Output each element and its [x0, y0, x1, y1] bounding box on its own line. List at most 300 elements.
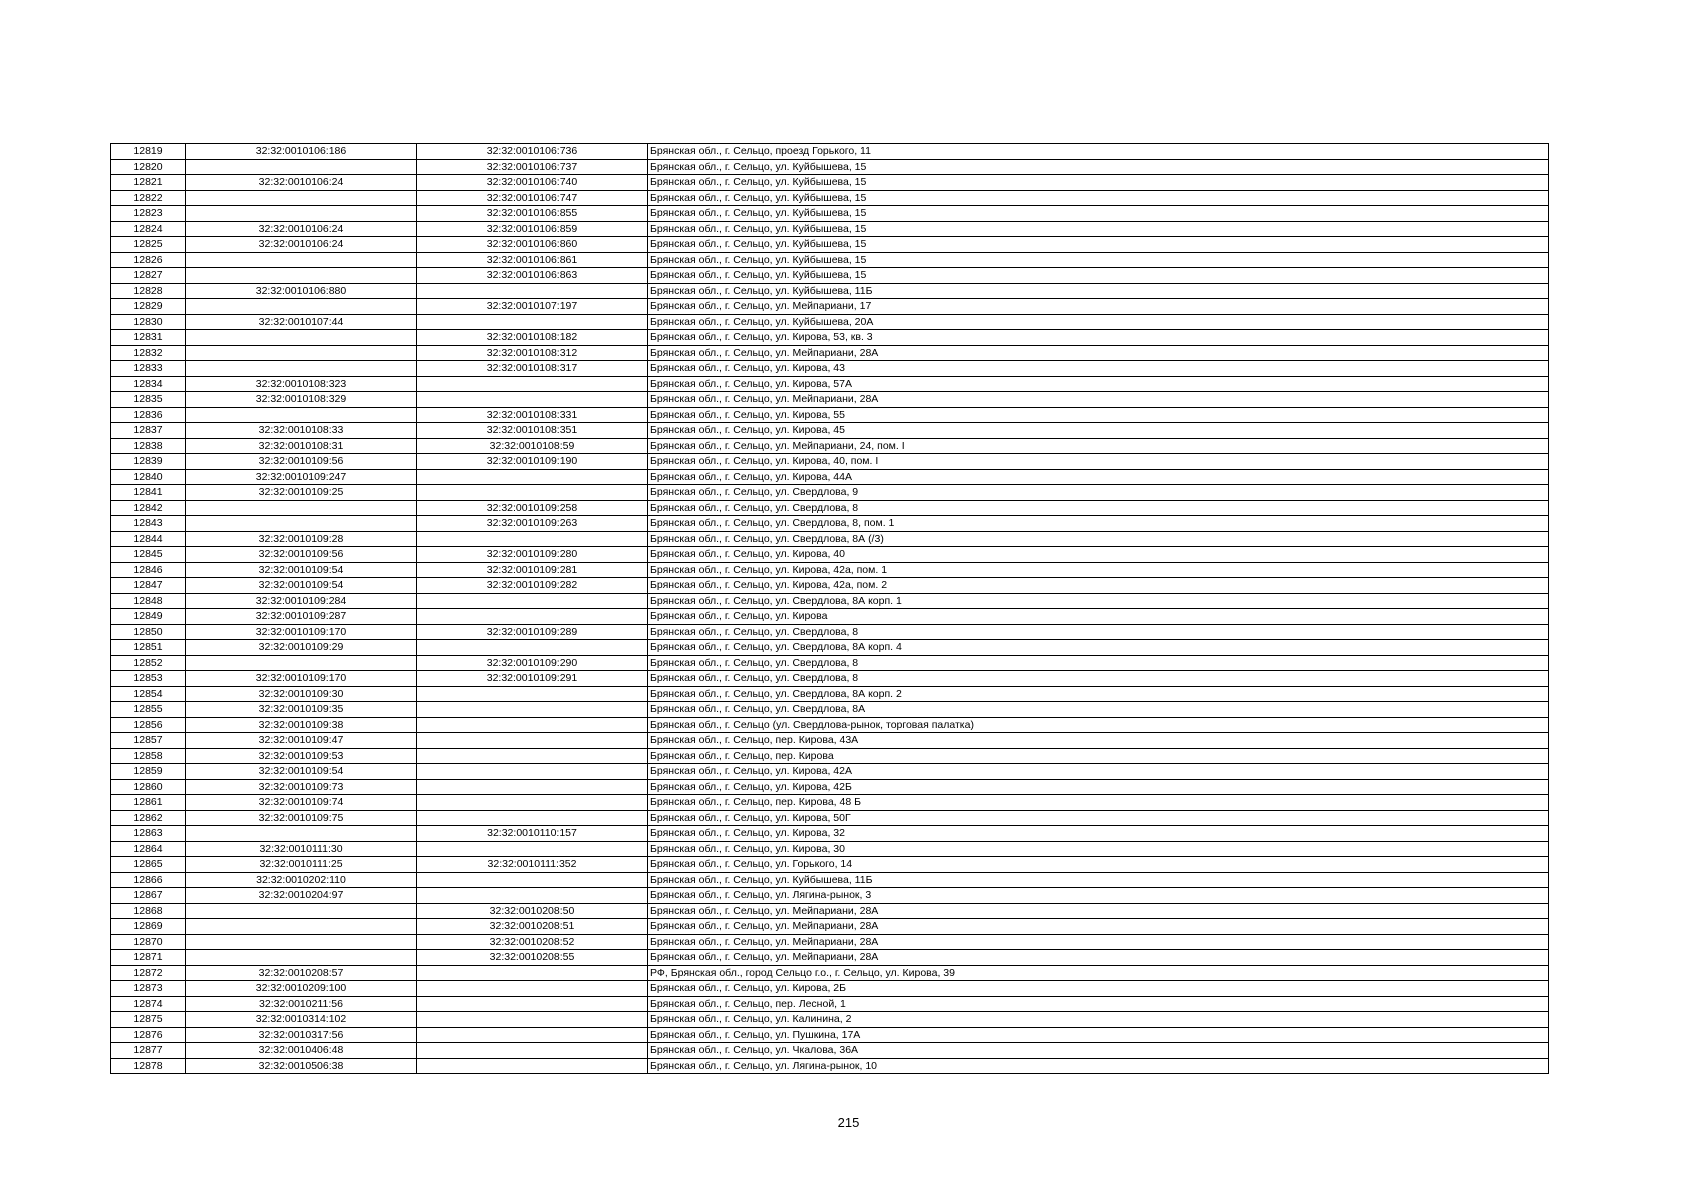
- row-number-cell: 12849: [111, 609, 186, 625]
- table-row: [111, 221, 1549, 237]
- cadastral-number-a-cell: 32:32:0010109:170: [186, 671, 417, 687]
- row-number-cell: 12870: [111, 934, 186, 950]
- table-row: [111, 330, 1549, 346]
- address-cell: Брянская обл., г. Сельцо, ул. Куйбышева, 20А: [648, 314, 1549, 330]
- table-row: [111, 1043, 1549, 1059]
- row-number-cell: 12857: [111, 733, 186, 749]
- cadastral-number-a-cell: [186, 516, 417, 532]
- cadastral-number-b-cell: [417, 841, 648, 857]
- table-row: [111, 438, 1549, 454]
- cadastral-number-a-cell: 32:32:0010109:47: [186, 733, 417, 749]
- row-number-cell: 12865: [111, 857, 186, 873]
- cadastral-number-a-cell: 32:32:0010109:54: [186, 764, 417, 780]
- cadastral-number-b-cell: 32:32:0010108:59: [417, 438, 648, 454]
- cadastral-number-a-cell: [186, 934, 417, 950]
- cadastral-number-b-cell: [417, 996, 648, 1012]
- cadastral-number-b-cell: 32:32:0010208:52: [417, 934, 648, 950]
- row-number-cell: 12832: [111, 345, 186, 361]
- cadastral-number-b-cell: [417, 810, 648, 826]
- cadastral-number-b-cell: [417, 469, 648, 485]
- table-row: [111, 810, 1549, 826]
- row-number-cell: 12874: [111, 996, 186, 1012]
- address-cell: Брянская обл., г. Сельцо, ул. Мейпариани, 17: [648, 299, 1549, 315]
- cadastral-number-b-cell: [417, 733, 648, 749]
- table-row: [111, 764, 1549, 780]
- table-row: [111, 190, 1549, 206]
- cadastral-number-b-cell: 32:32:0010208:50: [417, 903, 648, 919]
- table-row: [111, 640, 1549, 656]
- table-row: [111, 283, 1549, 299]
- address-cell: Брянская обл., г. Сельцо, ул. Куйбышева, 15: [648, 252, 1549, 268]
- cadastral-number-a-cell: 32:32:0010506:38: [186, 1058, 417, 1074]
- row-number-cell: 12835: [111, 392, 186, 408]
- table-row: [111, 857, 1549, 873]
- table-row: [111, 934, 1549, 950]
- row-number-cell: 12825: [111, 237, 186, 253]
- address-cell: Брянская обл., г. Сельцо, ул. Кирова: [648, 609, 1549, 625]
- cadastral-number-a-cell: 32:32:0010108:329: [186, 392, 417, 408]
- table-row: [111, 423, 1549, 439]
- cadastral-number-a-cell: 32:32:0010208:57: [186, 965, 417, 981]
- cadastral-number-b-cell: 32:32:0010108:317: [417, 361, 648, 377]
- row-number-cell: 12868: [111, 903, 186, 919]
- cadastral-number-a-cell: 32:32:0010109:56: [186, 547, 417, 563]
- address-cell: Брянская обл., г. Сельцо, ул. Мейпариани, 28А: [648, 345, 1549, 361]
- cadastral-number-a-cell: [186, 268, 417, 284]
- cadastral-number-b-cell: 32:32:0010208:51: [417, 919, 648, 935]
- address-cell: Брянская обл., г. Сельцо, ул. Калинина, 2: [648, 1012, 1549, 1028]
- row-number-cell: 12824: [111, 221, 186, 237]
- table-row: [111, 206, 1549, 222]
- cadastral-number-b-cell: 32:32:0010106:860: [417, 237, 648, 253]
- address-cell: Брянская обл., г. Сельцо, ул. Свердлова, 8А корп. 4: [648, 640, 1549, 656]
- cadastral-number-b-cell: 32:32:0010108:331: [417, 407, 648, 423]
- cadastral-number-a-cell: 32:32:0010202:110: [186, 872, 417, 888]
- cadastral-number-b-cell: 32:32:0010108:351: [417, 423, 648, 439]
- cadastral-number-a-cell: 32:32:0010209:100: [186, 981, 417, 997]
- cadastral-number-b-cell: 32:32:0010106:747: [417, 190, 648, 206]
- address-cell: Брянская обл., г. Сельцо, ул. Кирова, 57А: [648, 376, 1549, 392]
- cadastral-number-b-cell: [417, 965, 648, 981]
- row-number-cell: 12869: [111, 919, 186, 935]
- table-row: [111, 888, 1549, 904]
- cadastral-number-a-cell: 32:32:0010109:53: [186, 748, 417, 764]
- cadastral-number-a-cell: 32:32:0010107:44: [186, 314, 417, 330]
- row-number-cell: 12858: [111, 748, 186, 764]
- address-cell: Брянская обл., г. Сельцо, ул. Кирова, 45: [648, 423, 1549, 439]
- row-number-cell: 12834: [111, 376, 186, 392]
- cadastral-number-a-cell: 32:32:0010109:74: [186, 795, 417, 811]
- row-number-cell: 12861: [111, 795, 186, 811]
- address-cell: Брянская обл., г. Сельцо, ул. Кирова, 2Б: [648, 981, 1549, 997]
- table-row: [111, 795, 1549, 811]
- table-row: [111, 950, 1549, 966]
- row-number-cell: 12836: [111, 407, 186, 423]
- row-number-cell: 12819: [111, 144, 186, 160]
- cadastral-number-a-cell: 32:32:0010106:24: [186, 175, 417, 191]
- cadastral-number-b-cell: [417, 392, 648, 408]
- row-number-cell: 12866: [111, 872, 186, 888]
- table-row: [111, 547, 1549, 563]
- cadastral-number-b-cell: 32:32:0010109:289: [417, 624, 648, 640]
- page-number: 215: [837, 1115, 860, 1130]
- table-row: [111, 872, 1549, 888]
- row-number-cell: 12867: [111, 888, 186, 904]
- address-cell: РФ, Брянская обл., город Сельцо г.о., г. Сельцо, ул. Кирова, 39: [648, 965, 1549, 981]
- row-number-cell: 12822: [111, 190, 186, 206]
- address-cell: Брянская обл., г. Сельцо, ул. Свердлова, 8А (/3): [648, 531, 1549, 547]
- cadastral-number-b-cell: 32:32:0010109:258: [417, 500, 648, 516]
- cadastral-number-a-cell: 32:32:0010106:24: [186, 237, 417, 253]
- address-cell: Брянская обл., г. Сельцо, ул. Кирова, 42А: [648, 764, 1549, 780]
- table-row: [111, 779, 1549, 795]
- address-cell: Брянская обл., г. Сельцо, ул. Свердлова, 9: [648, 485, 1549, 501]
- address-cell: Брянская обл., г. Сельцо, пер. Кирова, 48 Б: [648, 795, 1549, 811]
- address-cell: Брянская обл., г. Сельцо, ул. Куйбышева, 11Б: [648, 283, 1549, 299]
- table-row: [111, 748, 1549, 764]
- row-number-cell: 12840: [111, 469, 186, 485]
- address-cell: Брянская обл., г. Сельцо, ул. Свердлова, 8: [648, 655, 1549, 671]
- row-number-cell: 12862: [111, 810, 186, 826]
- address-cell: Брянская обл., г. Сельцо, ул. Мейпариани, 28А: [648, 903, 1549, 919]
- cadastral-number-a-cell: 32:32:0010109:287: [186, 609, 417, 625]
- table-row: [111, 965, 1549, 981]
- table-row: [111, 469, 1549, 485]
- cadastral-number-b-cell: [417, 888, 648, 904]
- cadastral-number-a-cell: 32:32:0010106:186: [186, 144, 417, 160]
- row-number-cell: 12843: [111, 516, 186, 532]
- cadastral-number-a-cell: [186, 361, 417, 377]
- cadastral-number-b-cell: 32:32:0010109:263: [417, 516, 648, 532]
- address-cell: Брянская обл., г. Сельцо, ул. Лягина-рынок, 10: [648, 1058, 1549, 1074]
- row-number-cell: 12841: [111, 485, 186, 501]
- table-row: [111, 1012, 1549, 1028]
- table-row: [111, 609, 1549, 625]
- row-number-cell: 12844: [111, 531, 186, 547]
- cadastral-number-a-cell: [186, 919, 417, 935]
- cadastral-number-b-cell: [417, 717, 648, 733]
- table-row: [111, 919, 1549, 935]
- row-number-cell: 12863: [111, 826, 186, 842]
- cadastral-number-a-cell: 32:32:0010317:56: [186, 1027, 417, 1043]
- cadastral-number-a-cell: 32:32:0010109:284: [186, 593, 417, 609]
- cadastral-number-a-cell: 32:32:0010211:56: [186, 996, 417, 1012]
- cadastral-number-b-cell: 32:32:0010106:740: [417, 175, 648, 191]
- cadastral-number-a-cell: [186, 206, 417, 222]
- address-cell: Брянская обл., г. Сельцо, пер. Лесной, 1: [648, 996, 1549, 1012]
- address-cell: Брянская обл., г. Сельцо, проезд Горького, 11: [648, 144, 1549, 160]
- address-cell: Брянская обл., г. Сельцо, ул. Кирова, 40: [648, 547, 1549, 563]
- registry-table-body: [111, 144, 1549, 1074]
- table-row: [111, 252, 1549, 268]
- row-number-cell: 12831: [111, 330, 186, 346]
- row-number-cell: 12839: [111, 454, 186, 470]
- table-row: [111, 516, 1549, 532]
- address-cell: Брянская обл., г. Сельцо, ул. Куйбышева, 15: [648, 221, 1549, 237]
- cadastral-number-b-cell: [417, 609, 648, 625]
- address-cell: Брянская обл., г. Сельцо, ул. Куйбышева, 15: [648, 237, 1549, 253]
- table-row: [111, 500, 1549, 516]
- cadastral-number-b-cell: [417, 872, 648, 888]
- table-row: [111, 671, 1549, 687]
- table-row: [111, 175, 1549, 191]
- cadastral-number-a-cell: 32:32:0010109:73: [186, 779, 417, 795]
- address-cell: Брянская обл., г. Сельцо, ул. Мейпариани, 24, пом. I: [648, 438, 1549, 454]
- table-row: [111, 454, 1549, 470]
- cadastral-number-a-cell: 32:32:0010108:323: [186, 376, 417, 392]
- cadastral-number-a-cell: 32:32:0010314:102: [186, 1012, 417, 1028]
- cadastral-number-a-cell: [186, 190, 417, 206]
- table-row: [111, 903, 1549, 919]
- cadastral-number-b-cell: 32:32:0010107:197: [417, 299, 648, 315]
- cadastral-number-b-cell: [417, 1012, 648, 1028]
- cadastral-number-a-cell: [186, 407, 417, 423]
- address-cell: Брянская обл., г. Сельцо, ул. Куйбышева, 15: [648, 268, 1549, 284]
- address-cell: Брянская обл., г. Сельцо, ул. Мейпариани, 28А: [648, 392, 1549, 408]
- address-cell: Брянская обл., г. Сельцо, пер. Кирова: [648, 748, 1549, 764]
- cadastral-number-a-cell: 32:32:0010111:30: [186, 841, 417, 857]
- table-row: [111, 733, 1549, 749]
- cadastral-number-b-cell: [417, 981, 648, 997]
- address-cell: Брянская обл., г. Сельцо, ул. Лягина-рынок, 3: [648, 888, 1549, 904]
- cadastral-number-a-cell: 32:32:0010406:48: [186, 1043, 417, 1059]
- row-number-cell: 12864: [111, 841, 186, 857]
- row-number-cell: 12851: [111, 640, 186, 656]
- address-cell: Брянская обл., г. Сельцо, ул. Кирова, 42а, пом. 1: [648, 562, 1549, 578]
- cadastral-number-b-cell: [417, 702, 648, 718]
- cadastral-number-a-cell: [186, 903, 417, 919]
- cadastral-number-b-cell: 32:32:0010208:55: [417, 950, 648, 966]
- cadastral-number-a-cell: 32:32:0010109:29: [186, 640, 417, 656]
- address-cell: Брянская обл., г. Сельцо, ул. Кирова, 40, пом. I: [648, 454, 1549, 470]
- cadastral-number-a-cell: [186, 826, 417, 842]
- address-cell: Брянская обл., г. Сельцо, ул. Свердлова, 8А: [648, 702, 1549, 718]
- row-number-cell: 12830: [111, 314, 186, 330]
- row-number-cell: 12833: [111, 361, 186, 377]
- cadastral-number-a-cell: 32:32:0010109:56: [186, 454, 417, 470]
- cadastral-number-b-cell: [417, 686, 648, 702]
- cadastral-number-a-cell: [186, 330, 417, 346]
- cadastral-number-b-cell: 32:32:0010109:290: [417, 655, 648, 671]
- address-cell: Брянская обл., г. Сельцо, ул. Кирова, 53, кв. 3: [648, 330, 1549, 346]
- cadastral-number-a-cell: 32:32:0010109:28: [186, 531, 417, 547]
- cadastral-number-a-cell: 32:32:0010109:54: [186, 562, 417, 578]
- row-number-cell: 12826: [111, 252, 186, 268]
- row-number-cell: 12837: [111, 423, 186, 439]
- row-number-cell: 12875: [111, 1012, 186, 1028]
- table-row: [111, 361, 1549, 377]
- address-cell: Брянская обл., г. Сельцо, ул. Кирова, 44А: [648, 469, 1549, 485]
- address-cell: Брянская обл., г. Сельцо, ул. Куйбышева, 15: [648, 159, 1549, 175]
- cadastral-number-b-cell: 32:32:0010110:157: [417, 826, 648, 842]
- cadastral-number-a-cell: 32:32:0010109:30: [186, 686, 417, 702]
- cadastral-number-a-cell: 32:32:0010109:38: [186, 717, 417, 733]
- row-number-cell: 12878: [111, 1058, 186, 1074]
- row-number-cell: 12827: [111, 268, 186, 284]
- table-row: [111, 996, 1549, 1012]
- cadastral-number-b-cell: 32:32:0010108:312: [417, 345, 648, 361]
- cadastral-number-b-cell: 32:32:0010109:190: [417, 454, 648, 470]
- row-number-cell: 12820: [111, 159, 186, 175]
- address-cell: Брянская обл., г. Сельцо, ул. Чкалова, 36А: [648, 1043, 1549, 1059]
- cadastral-number-b-cell: [417, 795, 648, 811]
- cadastral-number-b-cell: 32:32:0010106:863: [417, 268, 648, 284]
- cadastral-number-b-cell: [417, 1027, 648, 1043]
- cadastral-number-a-cell: [186, 159, 417, 175]
- address-cell: Брянская обл., г. Сельцо, ул. Свердлова, 8А корп. 2: [648, 686, 1549, 702]
- cadastral-number-b-cell: 32:32:0010106:861: [417, 252, 648, 268]
- cadastral-number-b-cell: 32:32:0010109:282: [417, 578, 648, 594]
- table-row: [111, 237, 1549, 253]
- cadastral-number-b-cell: [417, 485, 648, 501]
- table-row: [111, 717, 1549, 733]
- row-number-cell: 12845: [111, 547, 186, 563]
- cadastral-number-b-cell: 32:32:0010109:281: [417, 562, 648, 578]
- table-row: [111, 826, 1549, 842]
- cadastral-number-a-cell: [186, 500, 417, 516]
- row-number-cell: 12859: [111, 764, 186, 780]
- table-row: [111, 1058, 1549, 1074]
- address-cell: Брянская обл., г. Сельцо, ул. Мейпариани, 28А: [648, 934, 1549, 950]
- row-number-cell: 12838: [111, 438, 186, 454]
- cadastral-number-b-cell: [417, 1043, 648, 1059]
- address-cell: Брянская обл., г. Сельцо, ул. Свердлова, 8, пом. 1: [648, 516, 1549, 532]
- row-number-cell: 12876: [111, 1027, 186, 1043]
- address-cell: Брянская обл., г. Сельцо, ул. Мейпариани, 28А: [648, 950, 1549, 966]
- cadastral-number-b-cell: [417, 376, 648, 392]
- cadastral-number-a-cell: [186, 655, 417, 671]
- cadastral-number-b-cell: 32:32:0010108:182: [417, 330, 648, 346]
- table-row: [111, 578, 1549, 594]
- address-cell: Брянская обл., г. Сельцо, ул. Кирова, 55: [648, 407, 1549, 423]
- table-row: [111, 841, 1549, 857]
- table-row: [111, 562, 1549, 578]
- address-cell: Брянская обл., г. Сельцо, ул. Кирова, 42Б: [648, 779, 1549, 795]
- cadastral-number-a-cell: 32:32:0010204:97: [186, 888, 417, 904]
- row-number-cell: 12855: [111, 702, 186, 718]
- cadastral-number-a-cell: [186, 299, 417, 315]
- cadastral-number-b-cell: [417, 779, 648, 795]
- cadastral-number-b-cell: 32:32:0010109:280: [417, 547, 648, 563]
- table-row: [111, 345, 1549, 361]
- row-number-cell: 12842: [111, 500, 186, 516]
- cadastral-number-a-cell: [186, 345, 417, 361]
- address-cell: Брянская обл., г. Сельцо, пер. Кирова, 43А: [648, 733, 1549, 749]
- row-number-cell: 12852: [111, 655, 186, 671]
- address-cell: Брянская обл., г. Сельцо, ул. Кирова, 32: [648, 826, 1549, 842]
- row-number-cell: 12823: [111, 206, 186, 222]
- row-number-cell: 12871: [111, 950, 186, 966]
- row-number-cell: 12828: [111, 283, 186, 299]
- row-number-cell: 12850: [111, 624, 186, 640]
- table-row: [111, 686, 1549, 702]
- address-cell: Брянская обл., г. Сельцо, ул. Куйбышева, 15: [648, 175, 1549, 191]
- cadastral-number-a-cell: 32:32:0010111:25: [186, 857, 417, 873]
- cadastral-number-b-cell: [417, 1058, 648, 1074]
- row-number-cell: 12860: [111, 779, 186, 795]
- table-row: [111, 392, 1549, 408]
- table-row: [111, 1027, 1549, 1043]
- row-number-cell: 12856: [111, 717, 186, 733]
- address-cell: Брянская обл., г. Сельцо, ул. Мейпариани, 28А: [648, 919, 1549, 935]
- address-cell: Брянская обл., г. Сельцо, ул. Кирова, 30: [648, 841, 1549, 857]
- table-row: [111, 981, 1549, 997]
- cadastral-number-a-cell: [186, 950, 417, 966]
- table-row: [111, 407, 1549, 423]
- row-number-cell: 12848: [111, 593, 186, 609]
- row-number-cell: 12877: [111, 1043, 186, 1059]
- registry-table: [110, 143, 1549, 1074]
- row-number-cell: 12854: [111, 686, 186, 702]
- cadastral-number-a-cell: 32:32:0010108:31: [186, 438, 417, 454]
- table-row: [111, 702, 1549, 718]
- row-number-cell: 12821: [111, 175, 186, 191]
- address-cell: Брянская обл., г. Сельцо, ул. Свердлова, 8: [648, 500, 1549, 516]
- cadastral-number-a-cell: 32:32:0010109:25: [186, 485, 417, 501]
- address-cell: Брянская обл., г. Сельцо, ул. Куйбышева, 11Б: [648, 872, 1549, 888]
- cadastral-number-b-cell: [417, 314, 648, 330]
- cadastral-number-b-cell: [417, 764, 648, 780]
- table-row: [111, 159, 1549, 175]
- table-row: [111, 144, 1549, 160]
- cadastral-number-b-cell: [417, 593, 648, 609]
- table-row: [111, 531, 1549, 547]
- cadastral-number-a-cell: [186, 252, 417, 268]
- row-number-cell: 12853: [111, 671, 186, 687]
- address-cell: Брянская обл., г. Сельцо, ул. Свердлова, 8: [648, 624, 1549, 640]
- table-row: [111, 624, 1549, 640]
- row-number-cell: 12847: [111, 578, 186, 594]
- cadastral-number-b-cell: [417, 531, 648, 547]
- address-cell: Брянская обл., г. Сельцо, ул. Пушкина, 17А: [648, 1027, 1549, 1043]
- address-cell: Брянская обл., г. Сельцо, ул. Куйбышева, 15: [648, 206, 1549, 222]
- row-number-cell: 12829: [111, 299, 186, 315]
- cadastral-number-a-cell: 32:32:0010109:247: [186, 469, 417, 485]
- row-number-cell: 12846: [111, 562, 186, 578]
- cadastral-number-a-cell: 32:32:0010106:24: [186, 221, 417, 237]
- cadastral-number-b-cell: 32:32:0010106:855: [417, 206, 648, 222]
- cadastral-number-b-cell: 32:32:0010109:291: [417, 671, 648, 687]
- cadastral-number-b-cell: 32:32:0010106:859: [417, 221, 648, 237]
- address-cell: Брянская обл., г. Сельцо (ул. Свердлова-рынок, торговая палатка): [648, 717, 1549, 733]
- cadastral-number-a-cell: 32:32:0010109:75: [186, 810, 417, 826]
- table-row: [111, 593, 1549, 609]
- cadastral-number-a-cell: 32:32:0010106:880: [186, 283, 417, 299]
- table-row: [111, 268, 1549, 284]
- cadastral-number-b-cell: 32:32:0010111:352: [417, 857, 648, 873]
- cadastral-number-a-cell: 32:32:0010109:170: [186, 624, 417, 640]
- table-row: [111, 299, 1549, 315]
- cadastral-number-a-cell: 32:32:0010108:33: [186, 423, 417, 439]
- cadastral-number-a-cell: 32:32:0010109:54: [186, 578, 417, 594]
- row-number-cell: 12873: [111, 981, 186, 997]
- table-row: [111, 314, 1549, 330]
- table-row: [111, 485, 1549, 501]
- cadastral-number-b-cell: [417, 748, 648, 764]
- row-number-cell: 12872: [111, 965, 186, 981]
- table-row: [111, 655, 1549, 671]
- address-cell: Брянская обл., г. Сельцо, ул. Свердлова, 8: [648, 671, 1549, 687]
- address-cell: Брянская обл., г. Сельцо, ул. Свердлова, 8А корп. 1: [648, 593, 1549, 609]
- cadastral-number-b-cell: 32:32:0010106:737: [417, 159, 648, 175]
- address-cell: Брянская обл., г. Сельцо, ул. Горького, 14: [648, 857, 1549, 873]
- cadastral-number-b-cell: [417, 640, 648, 656]
- cadastral-number-b-cell: 32:32:0010106:736: [417, 144, 648, 160]
- cadastral-number-b-cell: [417, 283, 648, 299]
- address-cell: Брянская обл., г. Сельцо, ул. Кирова, 43: [648, 361, 1549, 377]
- cadastral-number-a-cell: 32:32:0010109:35: [186, 702, 417, 718]
- table-row: [111, 376, 1549, 392]
